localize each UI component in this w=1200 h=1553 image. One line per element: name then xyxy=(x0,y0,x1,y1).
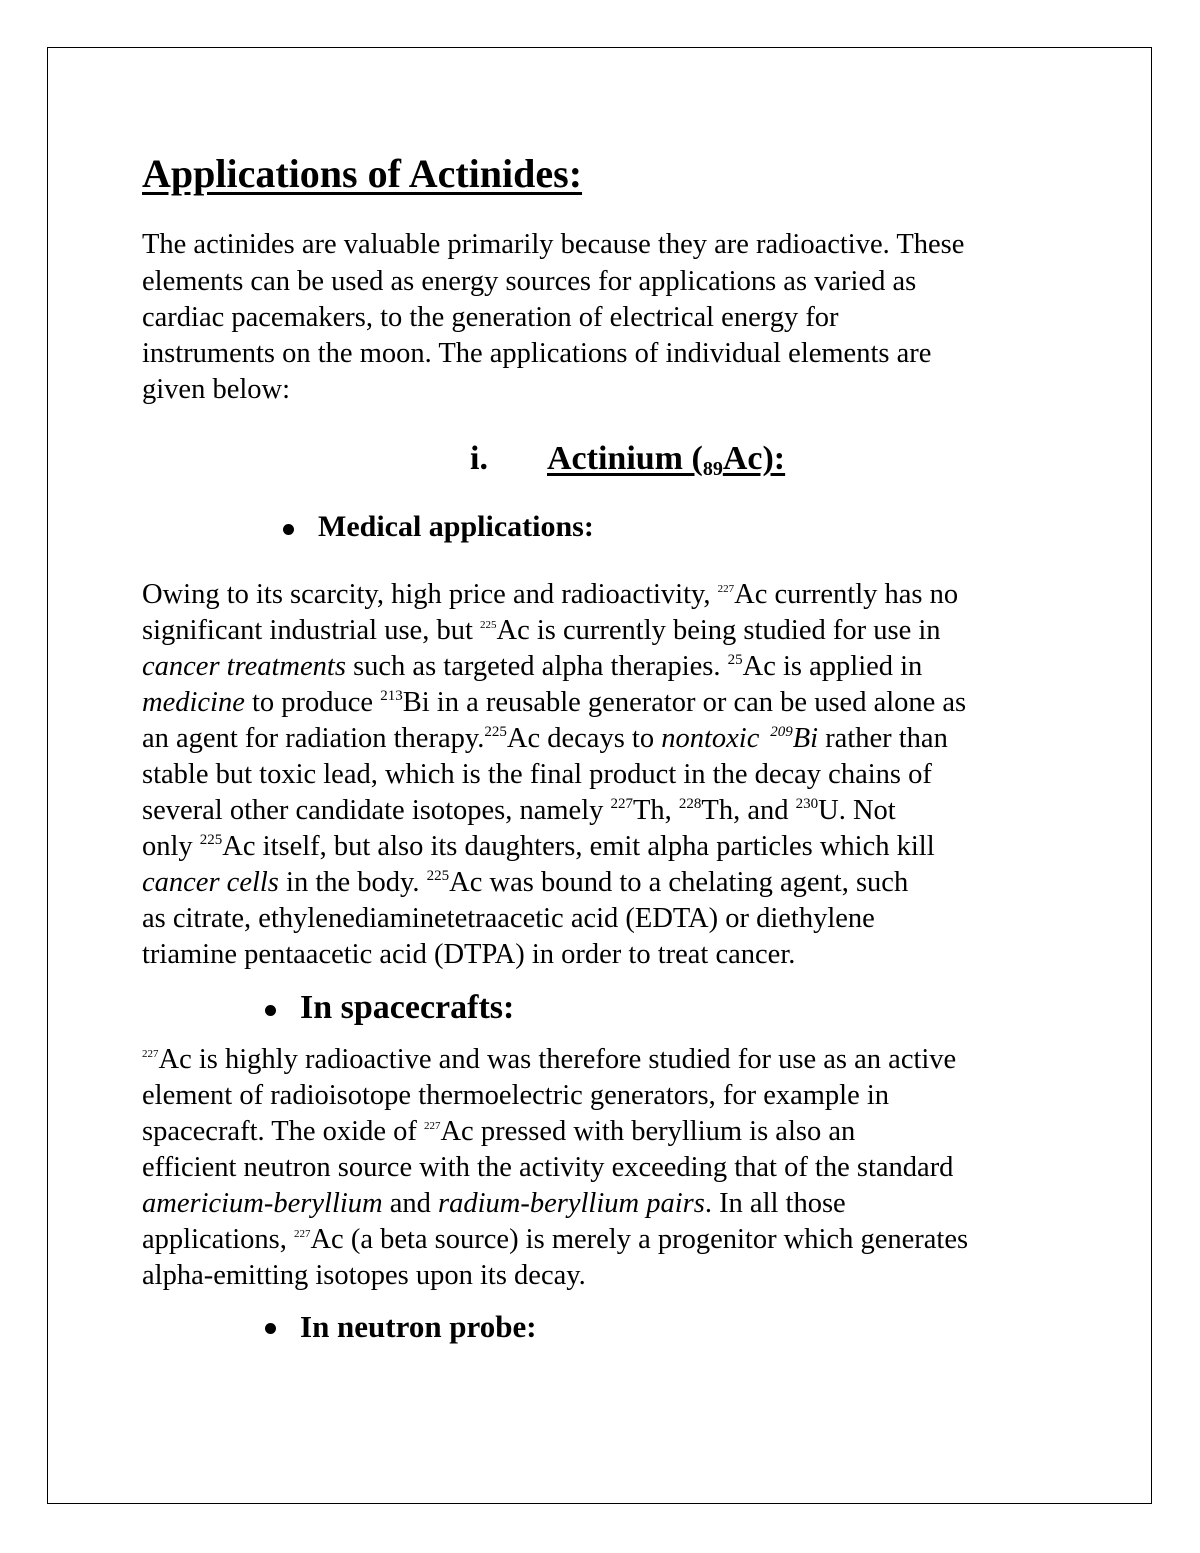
text-segment: Ac is applied in xyxy=(742,651,923,682)
text-line xyxy=(142,372,290,408)
text-line xyxy=(142,649,922,685)
text-line xyxy=(142,613,941,649)
atomic-number: 89 xyxy=(702,458,723,480)
text-line xyxy=(142,721,948,757)
text-segment: Th, xyxy=(633,795,679,826)
italic-term: cancer cells xyxy=(142,867,279,898)
isotope-mass-number: 209 xyxy=(766,724,793,740)
text-segment: several other candidate isotopes, namely xyxy=(142,795,611,826)
text-line xyxy=(142,1258,586,1294)
text-segment: rather than xyxy=(818,723,948,754)
text-segment: Ac (a beta source) is merely a progenitor which generates xyxy=(310,1224,969,1255)
text-line xyxy=(142,577,958,613)
italic-term: medicine xyxy=(142,687,245,718)
bullet-icon xyxy=(283,524,294,535)
text-segment: Bi in a reusable generator or can be used alone as xyxy=(402,687,967,718)
text-segment: and xyxy=(382,1188,439,1219)
text-line xyxy=(142,685,966,721)
text-segment: only xyxy=(142,831,200,862)
text-segment: element of radioisotope thermoelectric generators, for example in xyxy=(142,1080,890,1111)
text-segment: Ac is highly radioactive and was therefore studied for use as an active xyxy=(158,1044,957,1075)
text-segment: spacecraft. The oxide of xyxy=(142,1116,424,1147)
text-segment: an agent for radiation therapy. xyxy=(142,723,485,754)
text-line xyxy=(142,901,875,937)
text-line xyxy=(142,793,896,829)
text-segment: as citrate, ethylenediaminetetraacetic acid (EDTA) or diethylene xyxy=(142,903,875,934)
text-line xyxy=(142,1222,968,1258)
text-segment: Ac itself, but also its daughters, emit alpha particles which kill xyxy=(222,831,935,862)
text-segment: Ac pressed with beryllium is also an xyxy=(440,1116,856,1147)
text-line xyxy=(142,227,964,263)
isotope-mass-number: 227 xyxy=(610,796,633,812)
text-line xyxy=(142,300,839,336)
italic-term: americium-beryllium xyxy=(142,1188,383,1219)
text-segment: Ac currently has no xyxy=(734,579,959,610)
text-segment: elements can be used as energy sources for applications as varied as xyxy=(142,266,917,297)
italic-term: nontoxic xyxy=(661,723,767,754)
text-segment: . In all those xyxy=(704,1188,846,1219)
isotope-mass-number: 225 xyxy=(199,832,223,848)
text-segment: Owing to its scarcity, high price and radioactivity, xyxy=(142,579,718,610)
italic-term: Bi xyxy=(792,723,819,754)
text-line xyxy=(142,937,795,973)
text-line xyxy=(142,1042,956,1078)
text-segment: efficient neutron source with the activity exceeding that of the standard xyxy=(142,1152,954,1183)
page-title: Applications of Actinides: xyxy=(142,151,583,196)
text-segment: The actinides are valuable primarily because they are radioactive. These xyxy=(142,229,965,260)
isotope-mass-number: 228 xyxy=(678,796,702,812)
section-title-symbol: Ac): xyxy=(722,440,786,477)
text-segment: given below: xyxy=(142,374,291,405)
text-segment: Th, and xyxy=(701,795,796,826)
text-segment: Ac is currently being studied for use in xyxy=(496,615,941,646)
bullet-in-spacecrafts: In spacecrafts: xyxy=(300,989,515,1026)
text-segment: significant industrial use, but xyxy=(142,615,480,646)
text-segment: to produce xyxy=(244,687,381,718)
text-segment: applications, xyxy=(142,1224,294,1255)
text-line xyxy=(142,757,932,793)
text-line xyxy=(142,264,916,300)
text-segment: such as targeted alpha therapies. xyxy=(345,651,728,682)
isotope-mass-number: 225 xyxy=(484,724,507,740)
isotope-mass-number: 227 xyxy=(293,1228,311,1240)
section-number: i. xyxy=(470,440,488,477)
text-segment: in the body. xyxy=(278,867,427,898)
isotope-mass-number: 227 xyxy=(717,583,735,595)
section-title-text: Actinium ( xyxy=(547,440,703,477)
text-segment: stable but toxic lead, which is the final product in the decay chains of xyxy=(142,759,932,790)
isotope-mass-number: 227 xyxy=(142,1048,159,1060)
text-line xyxy=(142,1186,846,1222)
text-segment: Ac was bound to a chelating agent, such xyxy=(449,867,909,898)
text-line xyxy=(142,829,935,865)
isotope-mass-number: 213 xyxy=(380,688,403,704)
text-line xyxy=(142,1150,953,1186)
isotope-mass-number: 25 xyxy=(727,652,743,668)
isotope-mass-number: 225 xyxy=(480,619,497,631)
italic-term: radium-beryllium pairs xyxy=(438,1188,705,1219)
isotope-mass-number: 230 xyxy=(795,796,819,812)
bullet-medical-applications: Medical applications: xyxy=(318,510,594,543)
text-segment: instruments on the moon. The applications of individual elements are xyxy=(142,338,932,369)
text-line xyxy=(142,1078,889,1114)
text-line xyxy=(142,1114,855,1150)
text-segment: triamine pentaacetic acid (DTPA) in order to treat cancer. xyxy=(142,939,796,970)
italic-term: cancer treatments xyxy=(142,651,346,682)
bullet-in-neutron-probe: In neutron probe: xyxy=(300,1309,537,1344)
text-segment: cardiac pacemakers, to the generation of electrical energy for xyxy=(142,302,839,333)
text-segment: alpha-emitting isotopes upon its decay. xyxy=(142,1260,586,1291)
text-line xyxy=(142,336,931,372)
text-segment: Ac decays to xyxy=(506,723,662,754)
text-segment: U. Not xyxy=(818,795,896,826)
bullet-icon xyxy=(265,1323,276,1334)
section-title xyxy=(547,440,785,478)
text-line xyxy=(142,865,908,901)
bullet-icon xyxy=(265,1005,276,1016)
isotope-mass-number: 227 xyxy=(423,1120,441,1132)
isotope-mass-number: 225 xyxy=(426,868,450,884)
